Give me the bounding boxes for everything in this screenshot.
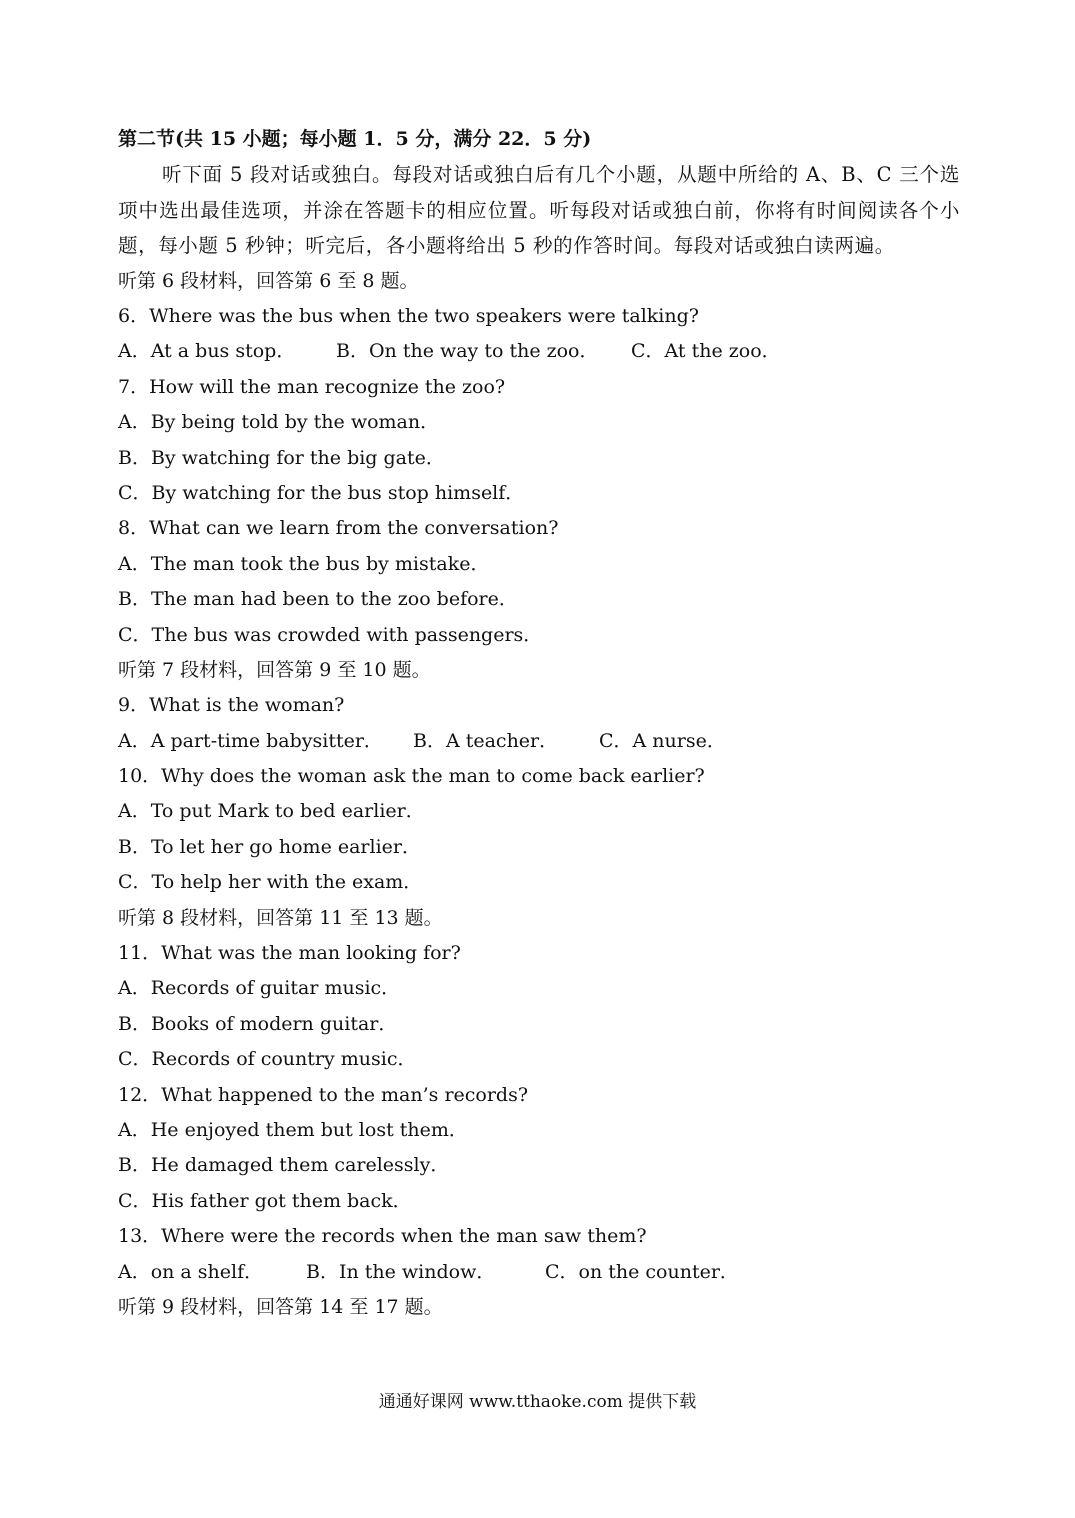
option-a: A．By being told by the woman． [118, 411, 440, 434]
question-stem: 8．What can we learn from the conversation? [118, 517, 559, 540]
option-b: B．The man had been to the zoo before． [118, 588, 518, 611]
option-a: A．The man took the bus by mistake． [118, 552, 490, 575]
question-stem: 9．What is the woman? [118, 694, 345, 717]
option-c: C．The bus was crowded with passengers． [118, 623, 543, 646]
option-c: C．A nurse． [599, 729, 726, 752]
question-stem: 7．How will the man recognize the zoo? [118, 375, 506, 398]
section-title: 第二节(共 15 小题；每小题 1．5 分，满分 22．5 分) [118, 128, 592, 150]
option-a: A．on a shelf． [118, 1260, 264, 1283]
question-stem: 12．What happened to the man’s records? [118, 1083, 529, 1106]
listening-section [118, 122, 960, 1325]
option-a: A．Records of guitar music． [118, 977, 401, 1000]
section-instructions: 听下面 5 段对话或独白。每段对话或独白后有几个小题，从题中所给的 A、B、C 三个选项中选出最佳选项，并涂在答题卡的相应位置。听每段对话或独白前，你将有时间阅读各个小题，每小题 5 秒钟；听完后，各小题将给出 5 秒的作答时间。每段对话或独白读两遍。 [118, 163, 960, 258]
option-row [118, 334, 960, 369]
group-heading: 听第 8 段材料，回答第 11 至 13 题。 [118, 906, 443, 929]
option-b: B．A teacher． [413, 729, 559, 752]
option-row [118, 724, 960, 759]
group-heading: 听第 7 段材料，回答第 9 至 10 题。 [118, 658, 431, 681]
option-b: B．On the way to the zoo． [336, 340, 599, 363]
option-c: C．By watching for the bus stop himself． [118, 481, 525, 504]
page-footer: 通通好课网 www.tthaoke.com 提供下载 [378, 1392, 697, 1412]
option-b: B．To let her go home earlier． [118, 835, 421, 858]
question-stem: 10．Why does the woman ask the man to come back earlier? [118, 765, 705, 788]
option-c: C．Records of country music． [118, 1048, 417, 1071]
option-a: A．A part-time babysitter． [118, 729, 383, 752]
option-c: C．on the counter． [545, 1260, 739, 1283]
question-stem: 11．What was the man looking for? [118, 942, 461, 965]
option-a: A．To put Mark to bed earlier． [118, 800, 425, 823]
group-heading: 听第 9 段材料，回答第 14 至 17 题。 [118, 1295, 443, 1318]
question-stem: 13．Where were the records when the man saw them? [118, 1225, 647, 1248]
option-b: B．He damaged them carelessly． [118, 1154, 450, 1177]
option-b: B．Books of modern guitar． [118, 1012, 398, 1035]
option-b: B．In the window． [306, 1260, 496, 1283]
group-heading: 听第 6 段材料，回答第 6 至 8 题。 [118, 269, 419, 292]
option-b: B．By watching for the big gate． [118, 446, 445, 469]
option-row [118, 1255, 960, 1290]
question-stem: 6．Where was the bus when the two speakers were talking? [118, 305, 699, 327]
option-c: C．His father got them back． [118, 1189, 412, 1212]
option-a: A．He enjoyed them but lost them． [118, 1118, 468, 1141]
option-c: C．To help her with the exam． [118, 871, 423, 894]
option-c: C．At the zoo． [631, 340, 781, 363]
option-a: A．At a bus stop． [118, 340, 296, 363]
